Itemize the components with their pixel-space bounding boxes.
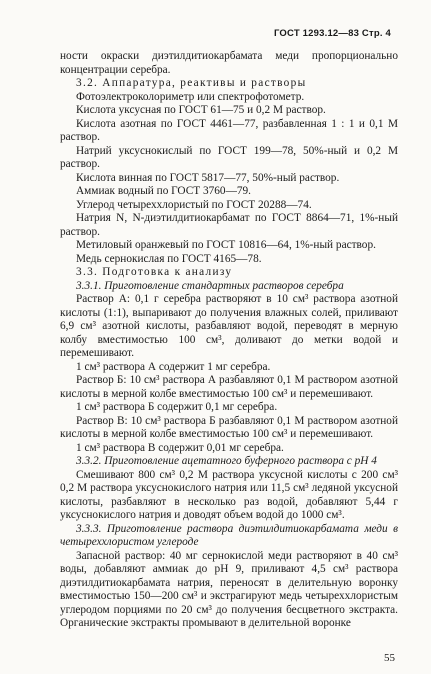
paragraph: Кислота азотная по ГОСТ 4461—77, разбавленная 1 : 1 и 0,1 М раствор. (60, 117, 398, 143)
paragraph: 1 см³ раствора Б содержит 0,1 мг серебра. (76, 401, 278, 413)
paragraph: Аммиак водный по ГОСТ 3760—79. (76, 185, 251, 197)
paragraph: Медь сернокислая по ГОСТ 4165—78. (76, 252, 262, 265)
document-body (60, 50, 398, 631)
paragraph: Кислота винная по ГОСТ 5817—77, 50%-ный раствор. (76, 171, 340, 184)
paragraph: 3.3. Подготовка к анализу (76, 266, 233, 278)
paragraph: 3.2. Аппаратура, реактивы и растворы (76, 77, 307, 89)
paragraph: Углерод четыреххлористый по ГОСТ 20288—74. (76, 198, 312, 211)
paragraph: Натрия N, N-диэтилдитиокарбамат по ГОСТ 8864—71, 1%-ный раствор. (60, 212, 398, 238)
page-number: 55 (384, 652, 395, 664)
page-header: ГОСТ 1293.12—83 Стр. 4 (273, 28, 391, 39)
paragraph: Натрий уксуснокислый по ГОСТ 199—78, 50%-ный и 0,2 М раствор. (60, 144, 398, 170)
paragraph: 1 см³ раствора А содержит 1 мг серебра. (76, 360, 271, 373)
paragraph: 1 см³ раствора В содержит 0,01 мг серебра. (76, 441, 284, 454)
paragraph: Раствор А: 0,1 г серебра растворяют в 10 см³ раствора азотной кислоты (1:1), выпаривают до получения влажных солей, приливают 6,9 см³ азотной кислоты, разбавляют водой, переводят в мерную колбу вместимостью 100 см³, доливают до метки водой и перемешивают. (60, 293, 398, 359)
paragraph: Фотоэлектроколориметр или спектрофотометр. (76, 90, 305, 103)
paragraph: Смешивают 800 см³ 0,2 М раствора уксусной кислоты с 200 см³ 0,2 М раствора уксуснокислого натрия или 11,5 см³ ледяной уксусной кислоты, разбавляют в несколько раз водой, добавляют 5,44 г уксуснокислого натрия и доводят объем водой до 1000 см³. (60, 468, 398, 521)
paragraph: Метиловый оранжевый по ГОСТ 10816—64, 1%-ный раствор. (76, 239, 376, 251)
paragraph: Кислота уксусная по ГОСТ 61—75 и 0,2 М раствор. (76, 104, 326, 116)
paragraph: 3.3.2. Приготовление ацетатного буферного раствора с pH 4 (76, 455, 377, 467)
paragraph: Раствор Б: 10 см³ раствора А разбавляют 0,1 М раствором азотной кислоты в мерной колбе вместимостью 100 см³ и перемешивают. (60, 374, 398, 400)
paragraph: 3.3.1. Приготовление стандартных растворов серебра (76, 279, 344, 292)
paragraph: 3.3.3. Приготовление раствора диэтилдитиокарбамата меди в четыреххлористом углероде (60, 522, 398, 548)
paragraph: Раствор В: 10 см³ раствора Б разбавляют 0,1 М раствором азотной кислоты в мерной колбе вместимостью 100 см³ и перемешивают. (60, 414, 398, 440)
paragraph: ности окраски диэтилдитиокарбамата меди пропорционально концентрации серебра. (60, 50, 398, 76)
paragraph: Запасной раствор: 40 мг сернокислой меди растворяют в 40 см³ воды, добавляют аммиак до pH 9, приливают 4,5 см³ раствора диэтилдитиокарбамата натрия, переносят в делительную воронку вместимостью 150—200 см³ и экстрагируют медь четыреххлористым углеродом порциями по 20 см³ до получения бесцветного экстракта. Органические экстракты промывают в делительной воронке (60, 549, 398, 629)
